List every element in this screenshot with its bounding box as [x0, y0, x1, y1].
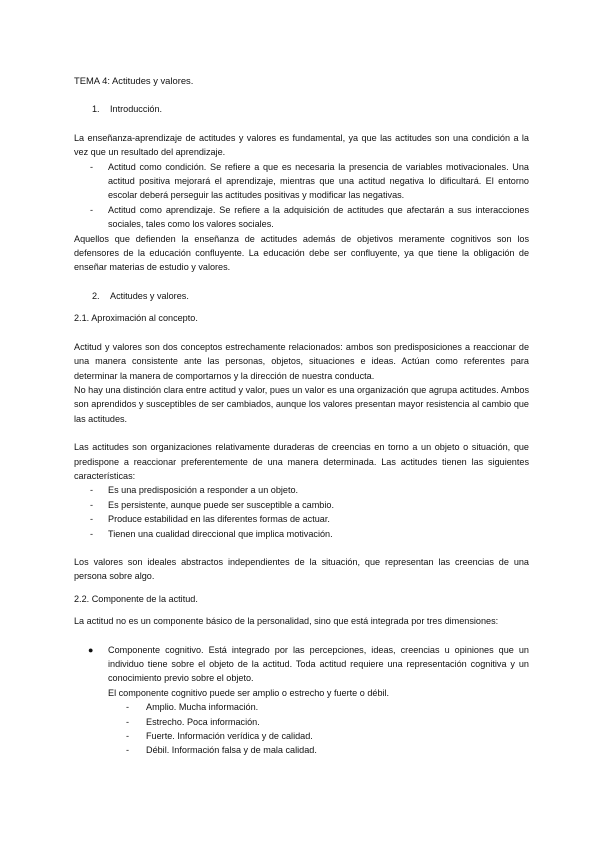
dash-marker: -: [126, 731, 130, 742]
section-heading-introduccion: [74, 102, 529, 116]
list-item-text: Produce estabilidad en las diferentes formas de actuar.: [108, 514, 330, 525]
list-item-text: Actitud como aprendizaje. Se refiere a la adquisición de actitudes que afectarán a sus interacciones sociales, tales como los valores sociales.: [108, 204, 529, 230]
dash-marker: -: [90, 161, 94, 172]
list-item: [74, 160, 529, 203]
list-item-text: Tienen una cualidad direccional que implica motivación.: [108, 528, 333, 539]
list-item-text: Amplio. Mucha información.: [146, 702, 259, 713]
document-page: [74, 74, 529, 758]
list-item: [74, 743, 529, 757]
list-item: [74, 729, 529, 743]
list-item-text: Estrecho. Poca información.: [146, 716, 260, 727]
document-title: TEMA 4: Actitudes y valores.: [74, 75, 194, 86]
list-item: [74, 715, 529, 729]
section-number: 2.: [92, 290, 100, 301]
cognitive-sublist: [74, 700, 529, 758]
list-item-text: Actitud como condición. Se refiere a que es necesaria la presencia de variables motivacionales. Una actitud positiva mejorará el aprendizaje, mientras que una actitud negativa lo dificultará. El entorno escolar deberá perseguir las actitudes positivas y modificar las negativas.: [108, 161, 529, 201]
component-paragraph: La actitud no es un componente básico de la personalidad, sino que está integrada por tres dimensiones:: [74, 616, 499, 627]
subsection-heading-componente: 2.2. Componente de la actitud.: [74, 593, 198, 604]
section-label: Actitudes y valores.: [110, 290, 189, 301]
list-item: [74, 527, 529, 541]
concept-paragraph-2: No hay una distinción clara entre actitud y valor, pues un valor es una organización que agrupa actitudes. Ambos son aprendidos y susceptibles de ser cambiados, aunque los valores presentan mayor resistencia al cambio que las actitudes.: [74, 384, 529, 424]
intro-paragraph: La enseñanza-aprendizaje de actitudes y valores es fundamental, ya que las actitudes son una condición a la vez que un resultado del aprendizaje.: [74, 132, 529, 158]
list-item: [74, 643, 529, 686]
attitudes-list: [74, 483, 529, 541]
list-item-text: Es una predisposición a responder a un objeto.: [108, 485, 299, 496]
dash-marker: -: [126, 716, 130, 727]
dash-marker: -: [90, 485, 94, 496]
list-item: [74, 700, 529, 714]
concept-paragraph-1: Actitud y valores son dos conceptos estrechamente relacionados: ambos son predisposiciones a reaccionar de una manera consistente ante las personas, objetos, situaciones e ideas. Actúan como referentes para determinar la manera de comportarnos y la dirección de nuestra conducta.: [74, 341, 529, 381]
section-label: Introducción.: [110, 104, 163, 115]
list-item: [74, 498, 529, 512]
subsection-heading-aproximacion: 2.1. Aproximación al concepto.: [74, 313, 198, 324]
list-item-text: Es persistente, aunque puede ser susceptible a cambio.: [108, 499, 334, 510]
list-item-text: Componente cognitivo. Está integrado por las percepciones, ideas, creencias u opiniones que un individuo tiene sobre el objeto de la actitud. Toda actitud requiere una representación cognitiva y un conocimiento previo sobre el objeto.: [108, 644, 529, 684]
list-item: [74, 512, 529, 526]
dash-marker: -: [90, 499, 94, 510]
bullet-marker: ●: [88, 644, 94, 655]
list-item-text: Débil. Información falsa y de mala calidad.: [146, 745, 317, 756]
values-paragraph: Los valores son ideales abstractos independientes de la situación, que representan las creencias de una persona sobre algo.: [74, 556, 529, 582]
section-heading-actitudes: [74, 289, 529, 303]
dash-marker: -: [90, 204, 94, 215]
dash-marker: -: [126, 745, 130, 756]
intro-list: [74, 160, 529, 232]
dash-marker: -: [126, 702, 130, 713]
component-list: [74, 643, 529, 686]
confluent-paragraph: Aquellos que defienden la enseñanza de actitudes además de objetivos meramente cognitivos son los defensores de la educación confluyente. La educación debe ser confluyente, ya que tiene la obligación de enseñar materias de estudio y valores.: [74, 233, 529, 273]
section-number: 1.: [92, 104, 100, 115]
cognitive-note: El componente cognitivo puede ser amplio o estrecho y fuerte o débil.: [108, 687, 390, 698]
list-item: [74, 483, 529, 497]
dash-marker: -: [90, 528, 94, 539]
dash-marker: -: [90, 514, 94, 525]
attitudes-paragraph: Las actitudes son organizaciones relativamente duraderas de creencias en torno a un objeto o situación, que predispone a reaccionar preferentemente de una manera determinada. Las actitudes tienen las siguientes características:: [74, 442, 529, 481]
list-item-text: Fuerte. Información verídica y de calidad.: [146, 731, 313, 742]
list-item: [74, 203, 529, 232]
